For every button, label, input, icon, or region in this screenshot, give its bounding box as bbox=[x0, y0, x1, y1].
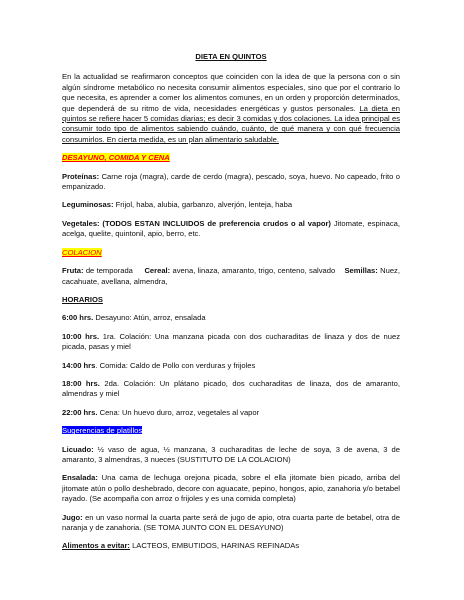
sugerencia-text: Una cama de lechuga orejona picada, sobre el ella jitomate bien picado, arriba del jitomate atún o pollo deshebrado, decore con aguacate, pepino, hongos, apio, zanahoria y/o betabel rayado. (Se acompaña con arroz o frijoles y es una comida completa) bbox=[62, 473, 400, 504]
sugerencias-heading: Sugerencias de platillos bbox=[62, 426, 143, 436]
document-page bbox=[62, 52, 400, 560]
cereal-text: avena, linaza, amaranto, trigo, centeno, salvado bbox=[170, 266, 336, 276]
intro-underlined-text: La dieta en quintos se refiere hacer 5 comidas diarias; es decir 3 comidas y dos colaciones. La idea principal es consumir todo tipo de alimentos sabiendo cuándo, cuánto, de qué manera y con qué frecuencia consumirlos. En cierta medida, es un plan alimentario saludable. bbox=[62, 103, 400, 144]
sugerencia-label: Jugo: bbox=[62, 512, 83, 522]
horario-time: 10:00 hrs. bbox=[62, 331, 100, 341]
sugerencia-item bbox=[62, 473, 400, 504]
horario-item bbox=[62, 408, 400, 418]
fruta-text: de temporada bbox=[83, 266, 133, 276]
horario-item bbox=[62, 313, 400, 323]
proteinas-label: Proteínas: bbox=[62, 171, 100, 181]
vegetales-paragraph bbox=[62, 219, 400, 240]
horario-time: 22:00 hrs. bbox=[62, 407, 98, 417]
horario-item bbox=[62, 332, 400, 353]
cereal-label: Cereal: bbox=[144, 266, 171, 276]
semillas-text: Nuez, cacahuate, avellana, almendra, bbox=[62, 266, 400, 286]
meals-heading: DESAYUNO, COMIDA Y CENA bbox=[62, 153, 170, 163]
section-heading-colacion bbox=[62, 248, 400, 258]
section-heading-sugerencias bbox=[62, 426, 400, 436]
horarios-heading: HORARIOS bbox=[62, 294, 103, 304]
horario-item bbox=[62, 361, 400, 371]
sugerencia-item bbox=[62, 513, 400, 534]
colacion-paragraph bbox=[62, 266, 400, 287]
leguminosas-paragraph bbox=[62, 200, 400, 210]
evitar-label: Alimentos a evitar: bbox=[62, 541, 130, 551]
horario-time: 14:00 hrs bbox=[62, 360, 96, 370]
intro-paragraph bbox=[62, 72, 400, 145]
horario-time: 6:00 hrs. bbox=[62, 313, 94, 323]
section-heading-horarios bbox=[62, 295, 400, 305]
horario-item bbox=[62, 379, 400, 400]
fruta-label: Fruta: bbox=[62, 266, 84, 276]
leguminosas-label: Leguminosas: bbox=[62, 200, 114, 210]
vegetales-text: Jitomate, espinaca, acelga, quelite, quintonil, apio, berro, etc. bbox=[62, 218, 400, 239]
horario-text: Desayuno: Atún, arroz, ensalada bbox=[93, 313, 206, 323]
horario-time: 18:00 hrs. bbox=[62, 378, 100, 388]
sugerencia-label: Licuado: bbox=[62, 444, 94, 454]
intro-text: En la actualidad se reafirmaron conceptos que coinciden con la idea de que la persona con o sin algún síndrome metabólico no necesita consumir alimentos especiales, sino que por el contrario lo que necesita, es aprender a comer los alimentos comunes, en un orden y proporción determinados, que dependerá de su ritmo de vida, necesidades energéticas y gustos personales. bbox=[62, 72, 400, 113]
evitar-paragraph bbox=[62, 541, 400, 551]
vegetales-label: Vegetales: (TODOS ESTAN INCLUIDOS de preferencia crudos o al vapor) bbox=[62, 218, 331, 228]
horario-text: 2da. Colación: Un plátano picado, dos cucharaditas de linaza, dos de amaranto, almendras y miel bbox=[62, 378, 400, 399]
colacion-heading: COLACION bbox=[62, 247, 102, 257]
sugerencia-label: Ensalada: bbox=[62, 473, 98, 483]
sugerencia-text: ½ vaso de agua, ½ manzana, 3 cucharaditas de leche de soya, 3 de avena, 3 de amaranto, 3 almendras, 3 nueces (SUSTITUTO DE LA COLACION) bbox=[62, 444, 400, 464]
horario-text: 1ra. Colación: Una manzana picada con dos cucharaditas de linaza y dos de nuez picada, pasas y miel bbox=[62, 331, 400, 352]
proteinas-text: Carne roja (magra), carde de cerdo (magra), pescado, soya, huevo. No capeado, frito o empanizado. bbox=[62, 171, 400, 192]
semillas-label: Semillas: bbox=[344, 266, 378, 276]
horario-text: . Comida: Caldo de Pollo con verduras y frijoles bbox=[95, 360, 256, 370]
leguminosas-text: Frijol, haba, alubia, garbanzo, alverjón, lenteja, haba bbox=[113, 200, 293, 210]
sugerencia-item bbox=[62, 445, 400, 466]
proteinas-paragraph bbox=[62, 172, 400, 193]
section-heading-meals bbox=[62, 153, 400, 163]
horario-text: Cena: Un huevo duro, arroz, vegetales al vapor bbox=[97, 407, 260, 417]
sugerencia-text: en un vaso normal la cuarta parte será de jugo de apio, otra cuarta parte de betabel, otra de naranja y de zanahoria. (SE TOMA JUNTO CON EL DESAYUNO) bbox=[62, 512, 400, 532]
evitar-text: LACTEOS, EMBUTIDOS, HARINAS REFINADAs bbox=[129, 541, 300, 551]
page-title: DIETA EN QUINTOS bbox=[195, 52, 267, 61]
